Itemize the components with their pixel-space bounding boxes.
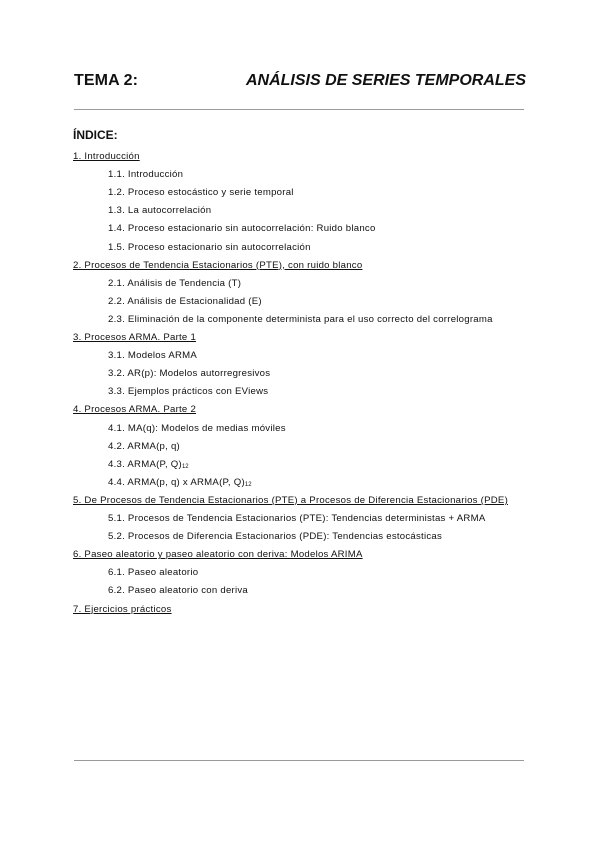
toc-section-link[interactable] [73, 260, 362, 272]
toc-line-text: 1.4. Proceso estacionario sin autocorrelación: Ruido blanco [108, 223, 376, 235]
toc-line-text: 1.1. Introducción [108, 169, 184, 181]
toc-line-text: 5. De Procesos de Tendencia Estacionarios (PTE) a Procesos de Diferencia Estacionarios (PDE) [73, 494, 509, 506]
toc-line-text: 2.1. Análisis de Tendencia (T) [108, 277, 242, 289]
toc-line-subscript: 12 [181, 463, 189, 470]
toc-line-text: 4.1. MA(q): Modelos de medias móviles [108, 422, 286, 434]
toc-line-text: 1. Introducción [73, 151, 140, 162]
toc-line-text: 2.3. Eliminación de la componente determinista para el uso correcto del correlograma [108, 313, 493, 325]
bottom-divider [74, 760, 524, 761]
tema-label: TEMA 2: [74, 72, 139, 89]
toc-line-text: 3.1. Modelos ARMA [108, 350, 198, 362]
toc-subsection [108, 242, 311, 254]
toc-subsection [108, 187, 294, 199]
index-heading: ÍNDICE: [73, 128, 118, 142]
toc-subsection [108, 585, 248, 597]
toc-subsection [108, 567, 198, 579]
toc-line-text: 2. Procesos de Tendencia Estacionarios (PTE), con ruido blanco [73, 259, 363, 271]
toc-subsection [108, 350, 197, 362]
toc-line-text: 1.2. Proceso estocástico y serie temporal [108, 187, 294, 199]
toc-line-text: 2.2. Análisis de Estacionalidad (E) [108, 295, 262, 307]
toc-subsection [108, 296, 262, 308]
toc-line-text: 4.2. ARMA(p, q) [108, 440, 180, 452]
toc-line-text: 5.1. Procesos de Tendencia Estacionarios (PTE): Tendencias deterministas + ARMA [108, 513, 486, 524]
toc-line-text: 1.5. Proceso estacionario sin autocorrelación [108, 241, 311, 253]
toc-subsection [108, 441, 180, 453]
toc-section-link[interactable] [73, 604, 172, 616]
toc-line-text: 6.1. Paseo aleatorio [108, 567, 199, 579]
toc-line-text: 6. Paseo aleatorio y paseo aleatorio con deriva: Modelos ARIMA [73, 549, 363, 561]
toc-section-link[interactable] [73, 151, 140, 163]
toc-subsection [108, 169, 183, 181]
toc-line-text: 4.3. ARMA(P, Q) [108, 458, 182, 470]
toc-subsection [108, 531, 442, 543]
toc-subsection [108, 423, 286, 435]
toc-subsection [108, 314, 493, 326]
tema-title: ANÁLISIS DE SERIES TEMPORALES [245, 72, 526, 89]
toc-subsection [108, 513, 485, 525]
toc-subsection [108, 278, 241, 290]
toc-section-link[interactable] [73, 549, 363, 561]
toc-subsection [108, 477, 252, 491]
toc-subsection [108, 223, 376, 235]
toc-line-text: 3. Procesos ARMA. Parte 1 [73, 332, 197, 343]
toc-subsection [108, 459, 189, 473]
toc-line-text: 6.2. Paseo aleatorio con deriva [108, 585, 249, 597]
toc-line-text: 1.3. La autocorrelación [108, 205, 212, 217]
toc-line-text: 3.2. AR(p): Modelos autorregresivos [108, 368, 271, 380]
toc-line-subscript: 12 [244, 481, 252, 488]
toc-line-text: 4.4. ARMA(p, q) x ARMA(P, Q) [108, 476, 245, 488]
toc-section-link[interactable] [73, 332, 196, 344]
toc-section-link[interactable] [73, 495, 508, 507]
toc-line-text: 5.2. Procesos de Diferencia Estacionarios (PDE): Tendencias estocásticas [108, 531, 443, 543]
toc-subsection [108, 205, 211, 217]
toc-section-link[interactable] [73, 404, 196, 416]
toc-line-text: 7. Ejercicios prácticos [73, 603, 172, 615]
toc-line-text: 4. Procesos ARMA. Parte 2 [73, 404, 197, 416]
toc-line-text: 3.3. Ejemplos prácticos con EViews [108, 386, 269, 398]
toc-subsection [108, 368, 270, 380]
toc-subsection [108, 386, 268, 398]
